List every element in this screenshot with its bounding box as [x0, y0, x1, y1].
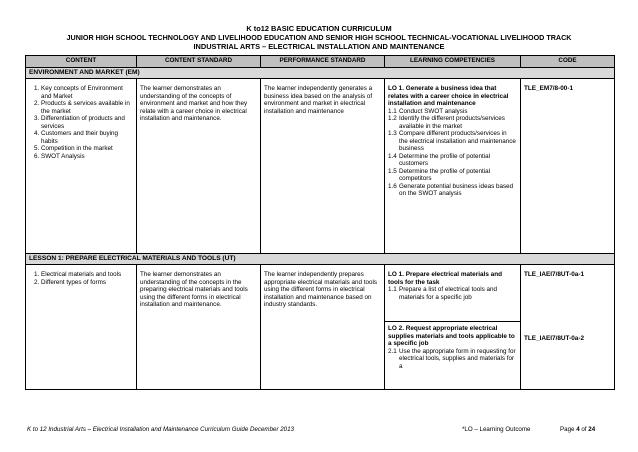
col-header-learning-competencies: LEARNING COMPETENCIES: [385, 56, 521, 68]
list-item: 1.4 Determine the profile of potential customers: [388, 152, 491, 168]
list-item: 1. Electrical materials and tools: [41, 271, 133, 279]
list-item: 5. Competition in the market: [41, 145, 133, 153]
col-header-performance-standard: PERFORMANCE STANDARD: [261, 56, 385, 68]
code-cell: [521, 265, 615, 390]
competency-code: TLE_IAEI7/8UT-0a-1: [524, 271, 585, 278]
doc-subtitle: JUNIOR HIGH SCHOOL TECHNOLOGY AND LIVELIHOOD EDUCATION AND SENIOR HIGH SCHOOL TECHNICAL-VOCATIONAL LIVELIHOOD TRACK: [66, 33, 572, 42]
col-header-content: CONTENT: [26, 56, 137, 68]
learning-outcome-2: [385, 321, 520, 370]
doc-title: K to12 BASIC EDUCATION CURRICULUM: [246, 24, 392, 33]
col-header-code: CODE: [521, 56, 615, 68]
competency-code: TLE_EM7/8-00-1: [524, 85, 574, 92]
list-item: 2. Products & services available in the market: [41, 100, 133, 115]
list-item: 1. Key concepts of Environment and Market: [41, 85, 133, 100]
list-item: 2. Different types of forms: [41, 279, 133, 287]
section-title: LESSON 1: PREPARE ELECTRICAL MATERIALS AND TOOLS (UT): [26, 254, 615, 265]
list-item: 3. Differentiation of products and services: [41, 115, 133, 130]
section-title: ENVIRONMENT AND MARKET (EM): [26, 68, 615, 79]
table-row: [26, 265, 615, 390]
section-row-em: [26, 68, 615, 79]
learning-outcome-title: LO 1. Prepare electrical materials and tools for the task: [388, 271, 503, 286]
list-item: 1.5 Determine the profile of potential competitors: [388, 167, 491, 183]
list-item: 1.3 Compare different products/services in the electrical installation and maintenance business: [388, 130, 516, 153]
column-header-row: [26, 56, 615, 68]
learning-outcome-title: LO 2. Request appropriate electrical supplies materials and tools applicable to a specific job: [388, 325, 515, 348]
performance-standard-cell: [261, 265, 385, 390]
performance-standard-cell: [261, 79, 385, 254]
table-row: [26, 79, 615, 254]
content-standard-cell: [137, 79, 261, 254]
content-standard-text: The learner demonstrates an understanding of the concepts of environment and market and how they relate with a career choice in electrical installation and maintenance.: [140, 85, 248, 122]
list-item: 6. SWOT Analysis: [41, 153, 133, 161]
learning-outcome-title: LO 1. Generate a business idea that relates with a career choice in electrical installation and maintenance: [388, 85, 509, 108]
learning-competencies-cell: [385, 79, 521, 254]
performance-standard-text: The learner independently generates a business idea based on the analysis of environment and market in electrical installation and maintenance: [264, 85, 373, 115]
list-item: 4. Customers and their buying habits: [41, 130, 133, 145]
content-standard-text: The learner demonstrates an understanding of the concepts in the preparing electrical materials and tools using the different forms in electrical installation and maintenance.: [140, 271, 248, 308]
curriculum-table: [25, 55, 615, 390]
list-item: 1.2 Identify the different products/services available in the market: [388, 115, 505, 130]
learning-competencies-cell: [385, 265, 521, 390]
content-cell: [26, 265, 137, 390]
list-item: 2.1 Use the appropriate form in requesting for electrical tools, supplies and materials for a: [388, 347, 516, 370]
list-item: 1.1 Conduct SWOT analysis: [388, 107, 468, 115]
footer-lo-note: *LO – Learning Outcome: [462, 426, 531, 433]
list-item: 1.1 Prepare a list of electrical tools and materials for a specific job: [388, 286, 498, 301]
col-header-content-standard: CONTENT STANDARD: [137, 56, 261, 68]
page-number: Page 4 of 24: [560, 426, 596, 433]
list-item: 1.6 Generate potential business ideas based on the SWOT analysis: [388, 182, 514, 198]
code-cell: [521, 79, 615, 254]
content-cell: [26, 79, 137, 254]
competency-code-2: TLE_IAEI7/8UT-0a-2: [524, 334, 585, 342]
doc-track-title: INDUSTRIAL ARTS – ELECTRICAL INSTALLATION AND MAINTENANCE: [193, 42, 445, 51]
section-row-ut: [26, 254, 615, 265]
footer-guide-title: K to 12 Industrial Arts – Electrical Installation and Maintenance Curriculum Guide December 2013: [27, 426, 294, 433]
content-standard-cell: [137, 265, 261, 390]
performance-standard-text: The learner independently prepares appropriate electrical materials and tools using the different forms in electrical installation and maintenance based on industry standards.: [264, 271, 378, 308]
